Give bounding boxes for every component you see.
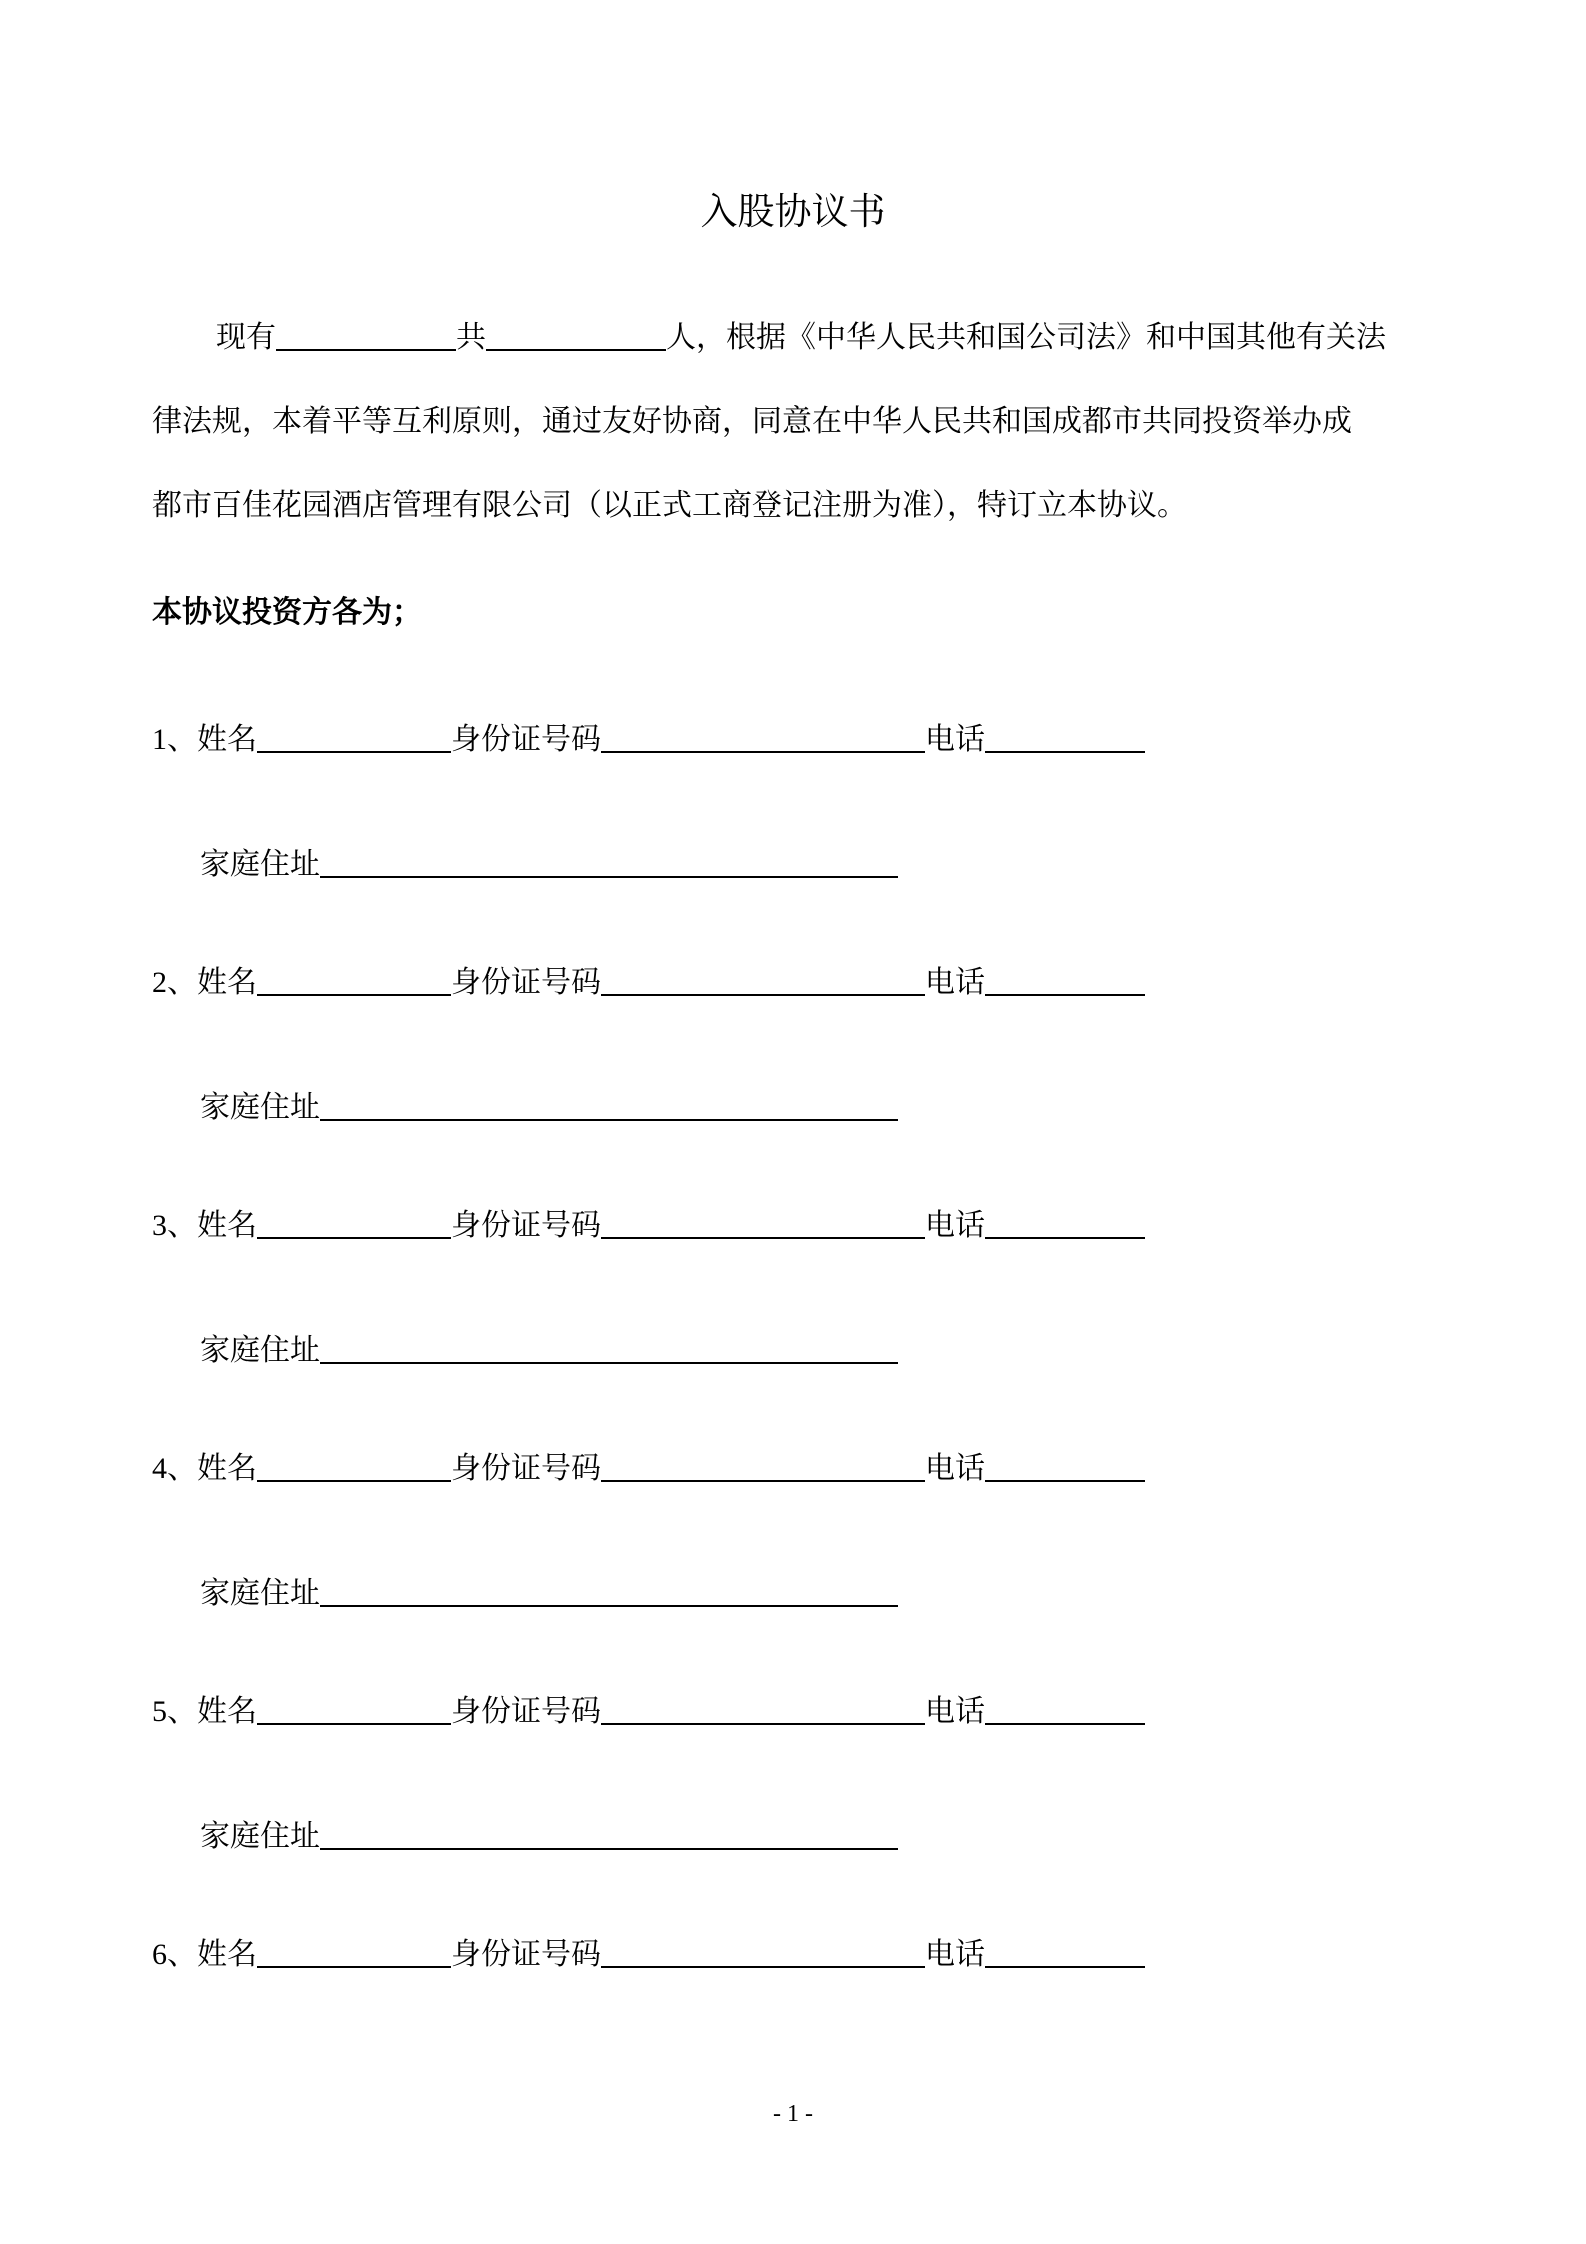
phone-blank[interactable] bbox=[985, 721, 1145, 753]
address-label: 家庭住址 bbox=[200, 1333, 320, 1368]
name-blank[interactable] bbox=[257, 1207, 451, 1239]
investor-row bbox=[152, 958, 1145, 1008]
address-blank[interactable] bbox=[320, 1575, 898, 1607]
investor-row bbox=[152, 715, 1145, 765]
phone-blank[interactable] bbox=[985, 1450, 1145, 1482]
address-row bbox=[200, 1569, 898, 1619]
investor-number: 1、 bbox=[152, 723, 197, 756]
count-blank-1[interactable] bbox=[276, 319, 456, 351]
name-blank[interactable] bbox=[257, 1450, 451, 1482]
intro-line-3: 都市百佳花园酒店管理有限公司（以正式工商登记注册为准），特订立本协议。 bbox=[152, 488, 1187, 523]
phone-blank[interactable] bbox=[985, 964, 1145, 996]
address-label: 家庭住址 bbox=[200, 847, 320, 882]
intro-paragraph bbox=[152, 296, 1452, 548]
phone-blank[interactable] bbox=[985, 1207, 1145, 1239]
intro-line-1 bbox=[152, 296, 1452, 380]
address-label: 家庭住址 bbox=[200, 1576, 320, 1611]
intro-prefix: 现有 bbox=[216, 320, 276, 355]
id-label: 身份证号码 bbox=[451, 965, 601, 1000]
name-label: 姓名 bbox=[197, 1937, 257, 1972]
intro-line-2: 律法规，本着平等互利原则，通过友好协商，同意在中华人民共和国成都市共同投资举办成 bbox=[152, 404, 1352, 439]
address-row bbox=[200, 840, 898, 890]
phone-blank[interactable] bbox=[985, 1693, 1145, 1725]
section-heading: 本协议投资方各为； bbox=[152, 595, 422, 630]
address-row bbox=[200, 1326, 898, 1376]
intro-middle: 共 bbox=[456, 320, 486, 355]
phone-label: 电话 bbox=[925, 1208, 985, 1243]
name-blank[interactable] bbox=[257, 1936, 451, 1968]
name-label: 姓名 bbox=[197, 965, 257, 1000]
id-blank[interactable] bbox=[601, 964, 925, 996]
document-title: 入股协议书 bbox=[700, 190, 886, 233]
phone-label: 电话 bbox=[925, 965, 985, 1000]
id-blank[interactable] bbox=[601, 1207, 925, 1239]
address-row bbox=[200, 1083, 898, 1133]
investor-row bbox=[152, 1444, 1145, 1494]
id-blank[interactable] bbox=[601, 1936, 925, 1968]
name-label: 姓名 bbox=[197, 1208, 257, 1243]
id-label: 身份证号码 bbox=[451, 1451, 601, 1486]
address-blank[interactable] bbox=[320, 1089, 898, 1121]
address-blank[interactable] bbox=[320, 1332, 898, 1364]
investor-number: 6、 bbox=[152, 1938, 197, 1971]
phone-label: 电话 bbox=[925, 1937, 985, 1972]
id-blank[interactable] bbox=[601, 1450, 925, 1482]
name-blank[interactable] bbox=[257, 1693, 451, 1725]
id-blank[interactable] bbox=[601, 1693, 925, 1725]
investor-number: 3、 bbox=[152, 1209, 197, 1242]
address-blank[interactable] bbox=[320, 1818, 898, 1850]
investor-number: 5、 bbox=[152, 1695, 197, 1728]
investor-row bbox=[152, 1201, 1145, 1251]
phone-blank[interactable] bbox=[985, 1936, 1145, 1968]
address-blank[interactable] bbox=[320, 846, 898, 878]
phone-label: 电话 bbox=[925, 722, 985, 757]
address-label: 家庭住址 bbox=[200, 1819, 320, 1854]
investor-row bbox=[152, 1687, 1145, 1737]
id-blank[interactable] bbox=[601, 721, 925, 753]
id-label: 身份证号码 bbox=[451, 722, 601, 757]
count-blank-2[interactable] bbox=[486, 319, 666, 351]
address-label: 家庭住址 bbox=[200, 1090, 320, 1125]
investor-row bbox=[152, 1930, 1145, 1980]
name-label: 姓名 bbox=[197, 1694, 257, 1729]
investor-number: 4、 bbox=[152, 1452, 197, 1485]
phone-label: 电话 bbox=[925, 1451, 985, 1486]
phone-label: 电话 bbox=[925, 1694, 985, 1729]
id-label: 身份证号码 bbox=[451, 1208, 601, 1243]
investor-number: 2、 bbox=[152, 966, 197, 999]
name-label: 姓名 bbox=[197, 722, 257, 757]
address-row bbox=[200, 1812, 898, 1862]
id-label: 身份证号码 bbox=[451, 1694, 601, 1729]
intro-suffix: 人，根据《中华人民共和国公司法》和中国其他有关法 bbox=[666, 320, 1386, 355]
name-label: 姓名 bbox=[197, 1451, 257, 1486]
id-label: 身份证号码 bbox=[451, 1937, 601, 1972]
name-blank[interactable] bbox=[257, 721, 451, 753]
name-blank[interactable] bbox=[257, 964, 451, 996]
page-number: - 1 - bbox=[773, 2101, 813, 2127]
